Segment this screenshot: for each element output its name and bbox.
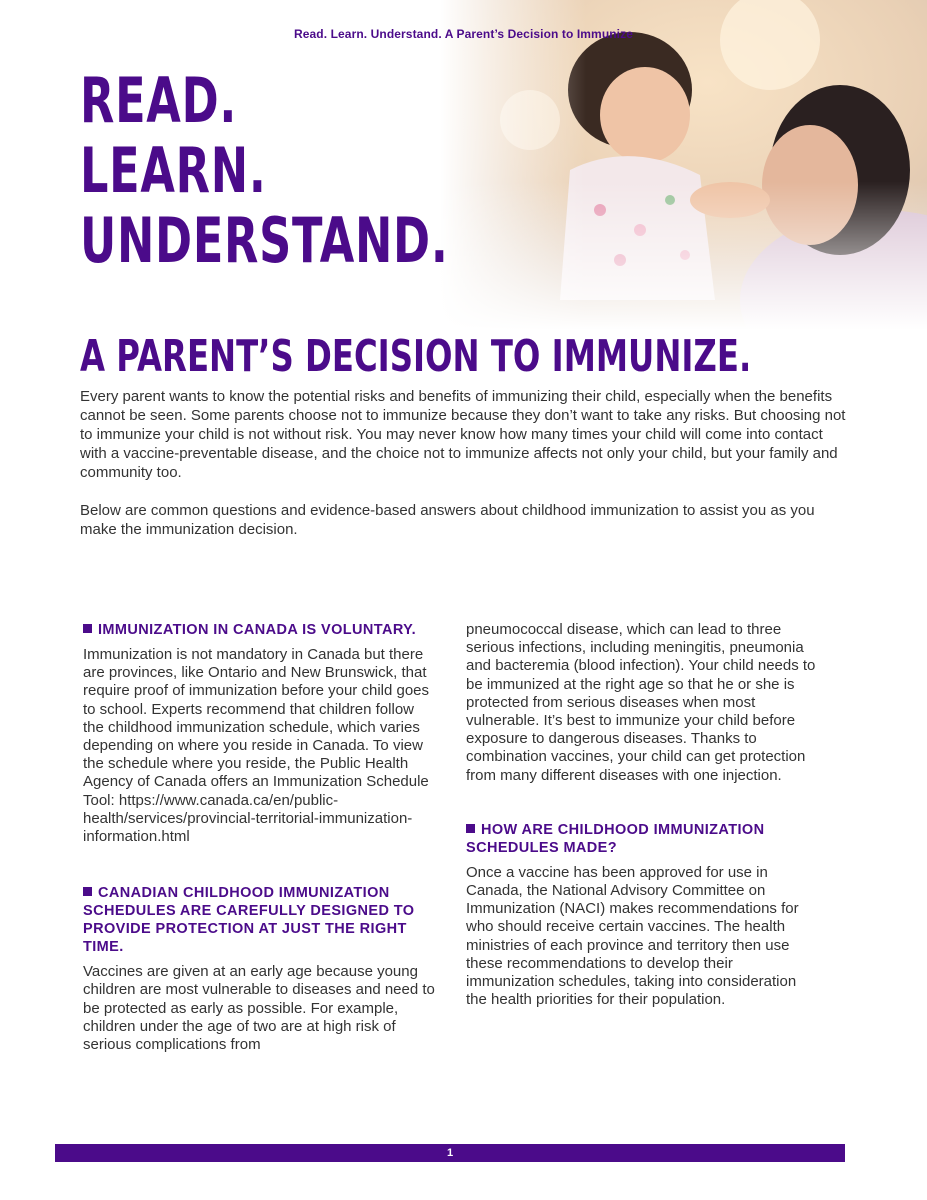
footer-bar — [55, 1144, 845, 1162]
page-title — [80, 66, 449, 276]
page-number: 1 — [446, 1147, 454, 1159]
section-body-schedules-designed: Vaccines are given at an early age because young children are most vulnerable to diseases and need to be protected as early as possible. For example, children under the age of two are at high risk of serious complications from — [83, 963, 435, 1054]
section-body-voluntary: Immunization is not mandatory in Canada but there are provinces, like Ontario and New Brunswick, that require proof of immunization before your child goes to school. Experts recommend that children follow the childhood immunization schedule, which varies depending on where you reside in Canada. To view the schedule where you reside, the Public Health Agency of Canada offers an Immunization Schedule Tool: https://www.canada.ca/en/public-health/services/provincial-territorial-immunization-information.html — [83, 646, 430, 846]
parent-and-child-photo — [440, 0, 927, 330]
square-bullet-icon — [83, 624, 92, 633]
section-heading-schedules-designed: CANADIAN CHILDHOOD IMMUNIZATION SCHEDULES ARE CAREFULLY DESIGNED TO PROVIDE PROTECTION AT JUST THE RIGHT TIME. — [83, 885, 415, 956]
intro-paragraph: Below are common questions and evidence-based answers about childhood immunization to assist you as you make the immunization decision. — [80, 502, 815, 538]
running-header: Read. Learn. Understand. A Parent’s Decision to Immunize — [293, 27, 633, 41]
square-bullet-icon — [83, 887, 92, 896]
section-body-schedules-made: Once a vaccine has been approved for use in Canada, the National Advisory Committee on Immunization (NACI) makes recommendations for who should receive certain vaccines. The health ministries of each province and territory then use these recommendations to develop their immunization schedules, taking into consideration the health priorities for their population. — [466, 863, 799, 1009]
left-column — [83, 621, 435, 1054]
title-line-learn: LEARN. — [80, 134, 267, 207]
intro — [80, 387, 850, 539]
section-heading-schedules-made: HOW ARE CHILDHOOD IMMUNIZATION SCHEDULES MADE? — [466, 821, 765, 856]
section-body-schedules-designed-continued: pneumococcal disease, which can lead to three serious infections, including meningitis, pneumonia and bacteremia (blood infection). Your child needs to be immunized at the right age so that he or she is protected from serious diseases when most vulnerable. It’s best to immunize your child before exposure to dangerous diseases. Thanks to combination vaccines, your child can get protection from many different diseases with one injection. — [466, 621, 816, 784]
section-heading-voluntary: IMMUNIZATION IN CANADA IS VOLUNTARY. — [83, 621, 435, 639]
page-subtitle: A PARENT’S DECISION TO IMMUNIZE. — [80, 331, 752, 382]
right-column — [466, 621, 818, 1009]
intro-paragraph: Every parent wants to know the potential risks and benefits of immunizing their child, especially when the benefits cannot be seen. Some parents choose not to immunize because they don’t want to take any risks. But choosing not to immunize your child is not without risk. You may never know how many times your child will come into contact with a vaccine-preventable disease, and the choice not to immunize affects not only your child, but your family and community too. — [80, 388, 846, 481]
title-line-understand: UNDERSTAND. — [80, 204, 449, 277]
square-bullet-icon — [466, 824, 475, 833]
title-line-read: READ. — [80, 64, 238, 137]
